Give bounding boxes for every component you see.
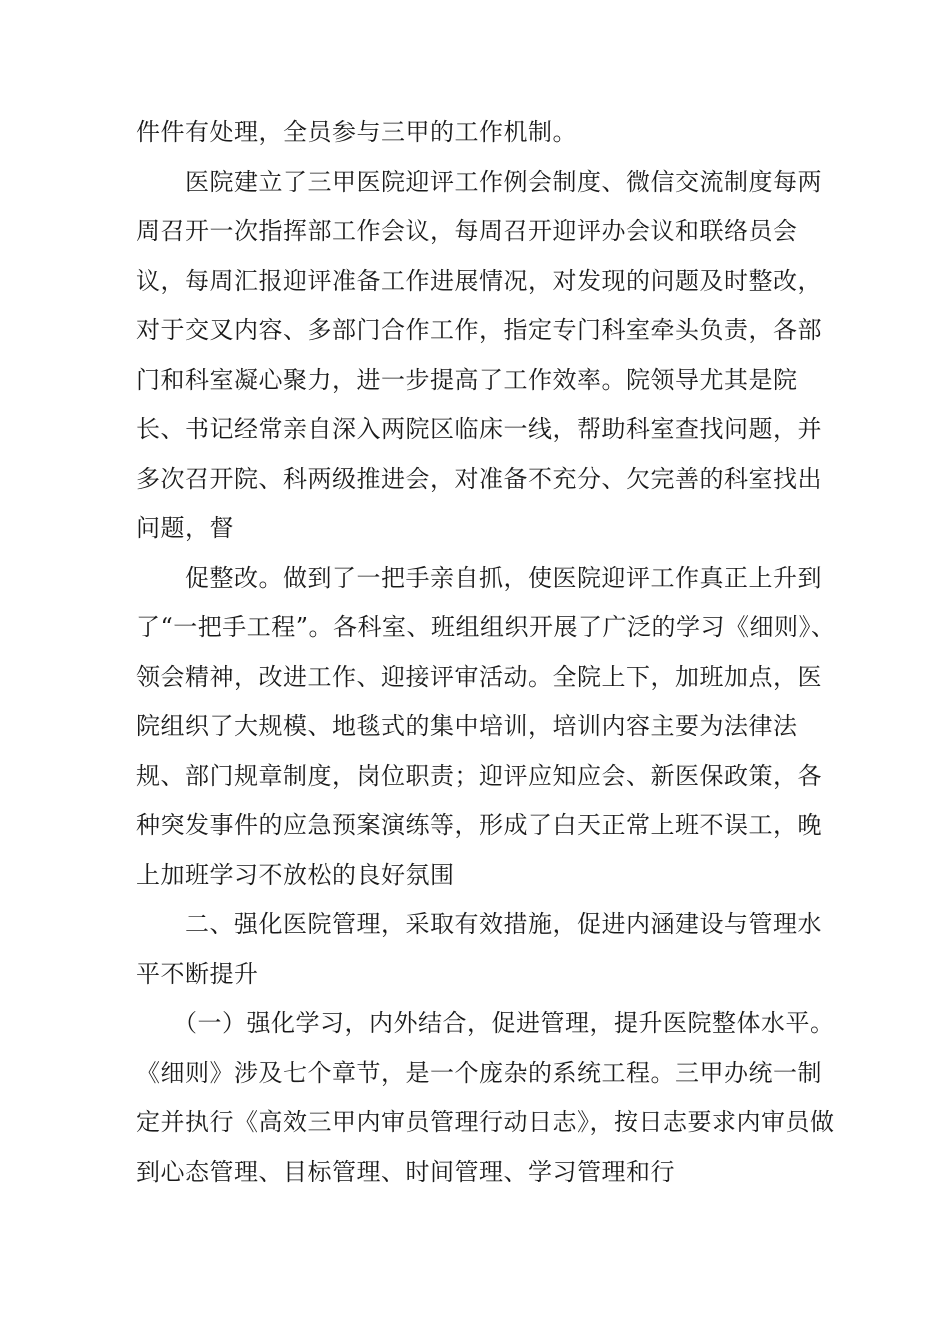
section-heading-two: 二、强化医院管理，采取有效措施，促进内涵建设与管理水平不断提升 [136, 910, 822, 988]
paragraph-meeting-system: 医院建立了三甲医院迎评工作例会制度、微信交流制度每两周召开一次指挥部工作会议，每周召开迎评办会议和联络员会议，每周汇报迎评准备工作进展情况，对发现的问题及时整改，对于交叉内容、多部门合作工作，指定专门科室牵头负责，各部门和科室凝心聚力，进一步提高了工作效率。院领导尤其是院长、书记经常亲自深入两院区临床一线，帮助科室查找问题，并多次召开院、科两级推进会，对准备不充分、欠完善的科室找出问题，督 [136, 167, 822, 542]
paragraph-subsection-one: （一）强化学习，内外结合，促进管理，提升医院整体水平。《细则》涉及七个章节，是一个庞杂的系统工程。三甲办统一制定并执行《高效三甲内审员管理行动日志》，按日志要求内审员做到心态管理、目标管理、时间管理、学习管理和行 [136, 1009, 835, 1186]
paragraph-continuation: 件件有处理，全员参与三甲的工作机制。 [136, 118, 577, 146]
document-body [136, 108, 836, 1197]
paragraph-rectification: 促整改。做到了一把手亲自抓，使医院迎评工作真正上升到了“一把手工程”。各科室、班组组织开展了广泛的学习《细则》、领会精神，改进工作、迎接评审活动。全院上下，加班加点，医院组织了大规模、地毯式的集中培训，培训内容主要为法律法规、部门规章制度，岗位职责；迎评应知应会、新医保政策，各种突发事件的应急预案演练等，形成了白天正常上班不误工，晚上加班学习不放松的良好氛围 [136, 563, 836, 889]
